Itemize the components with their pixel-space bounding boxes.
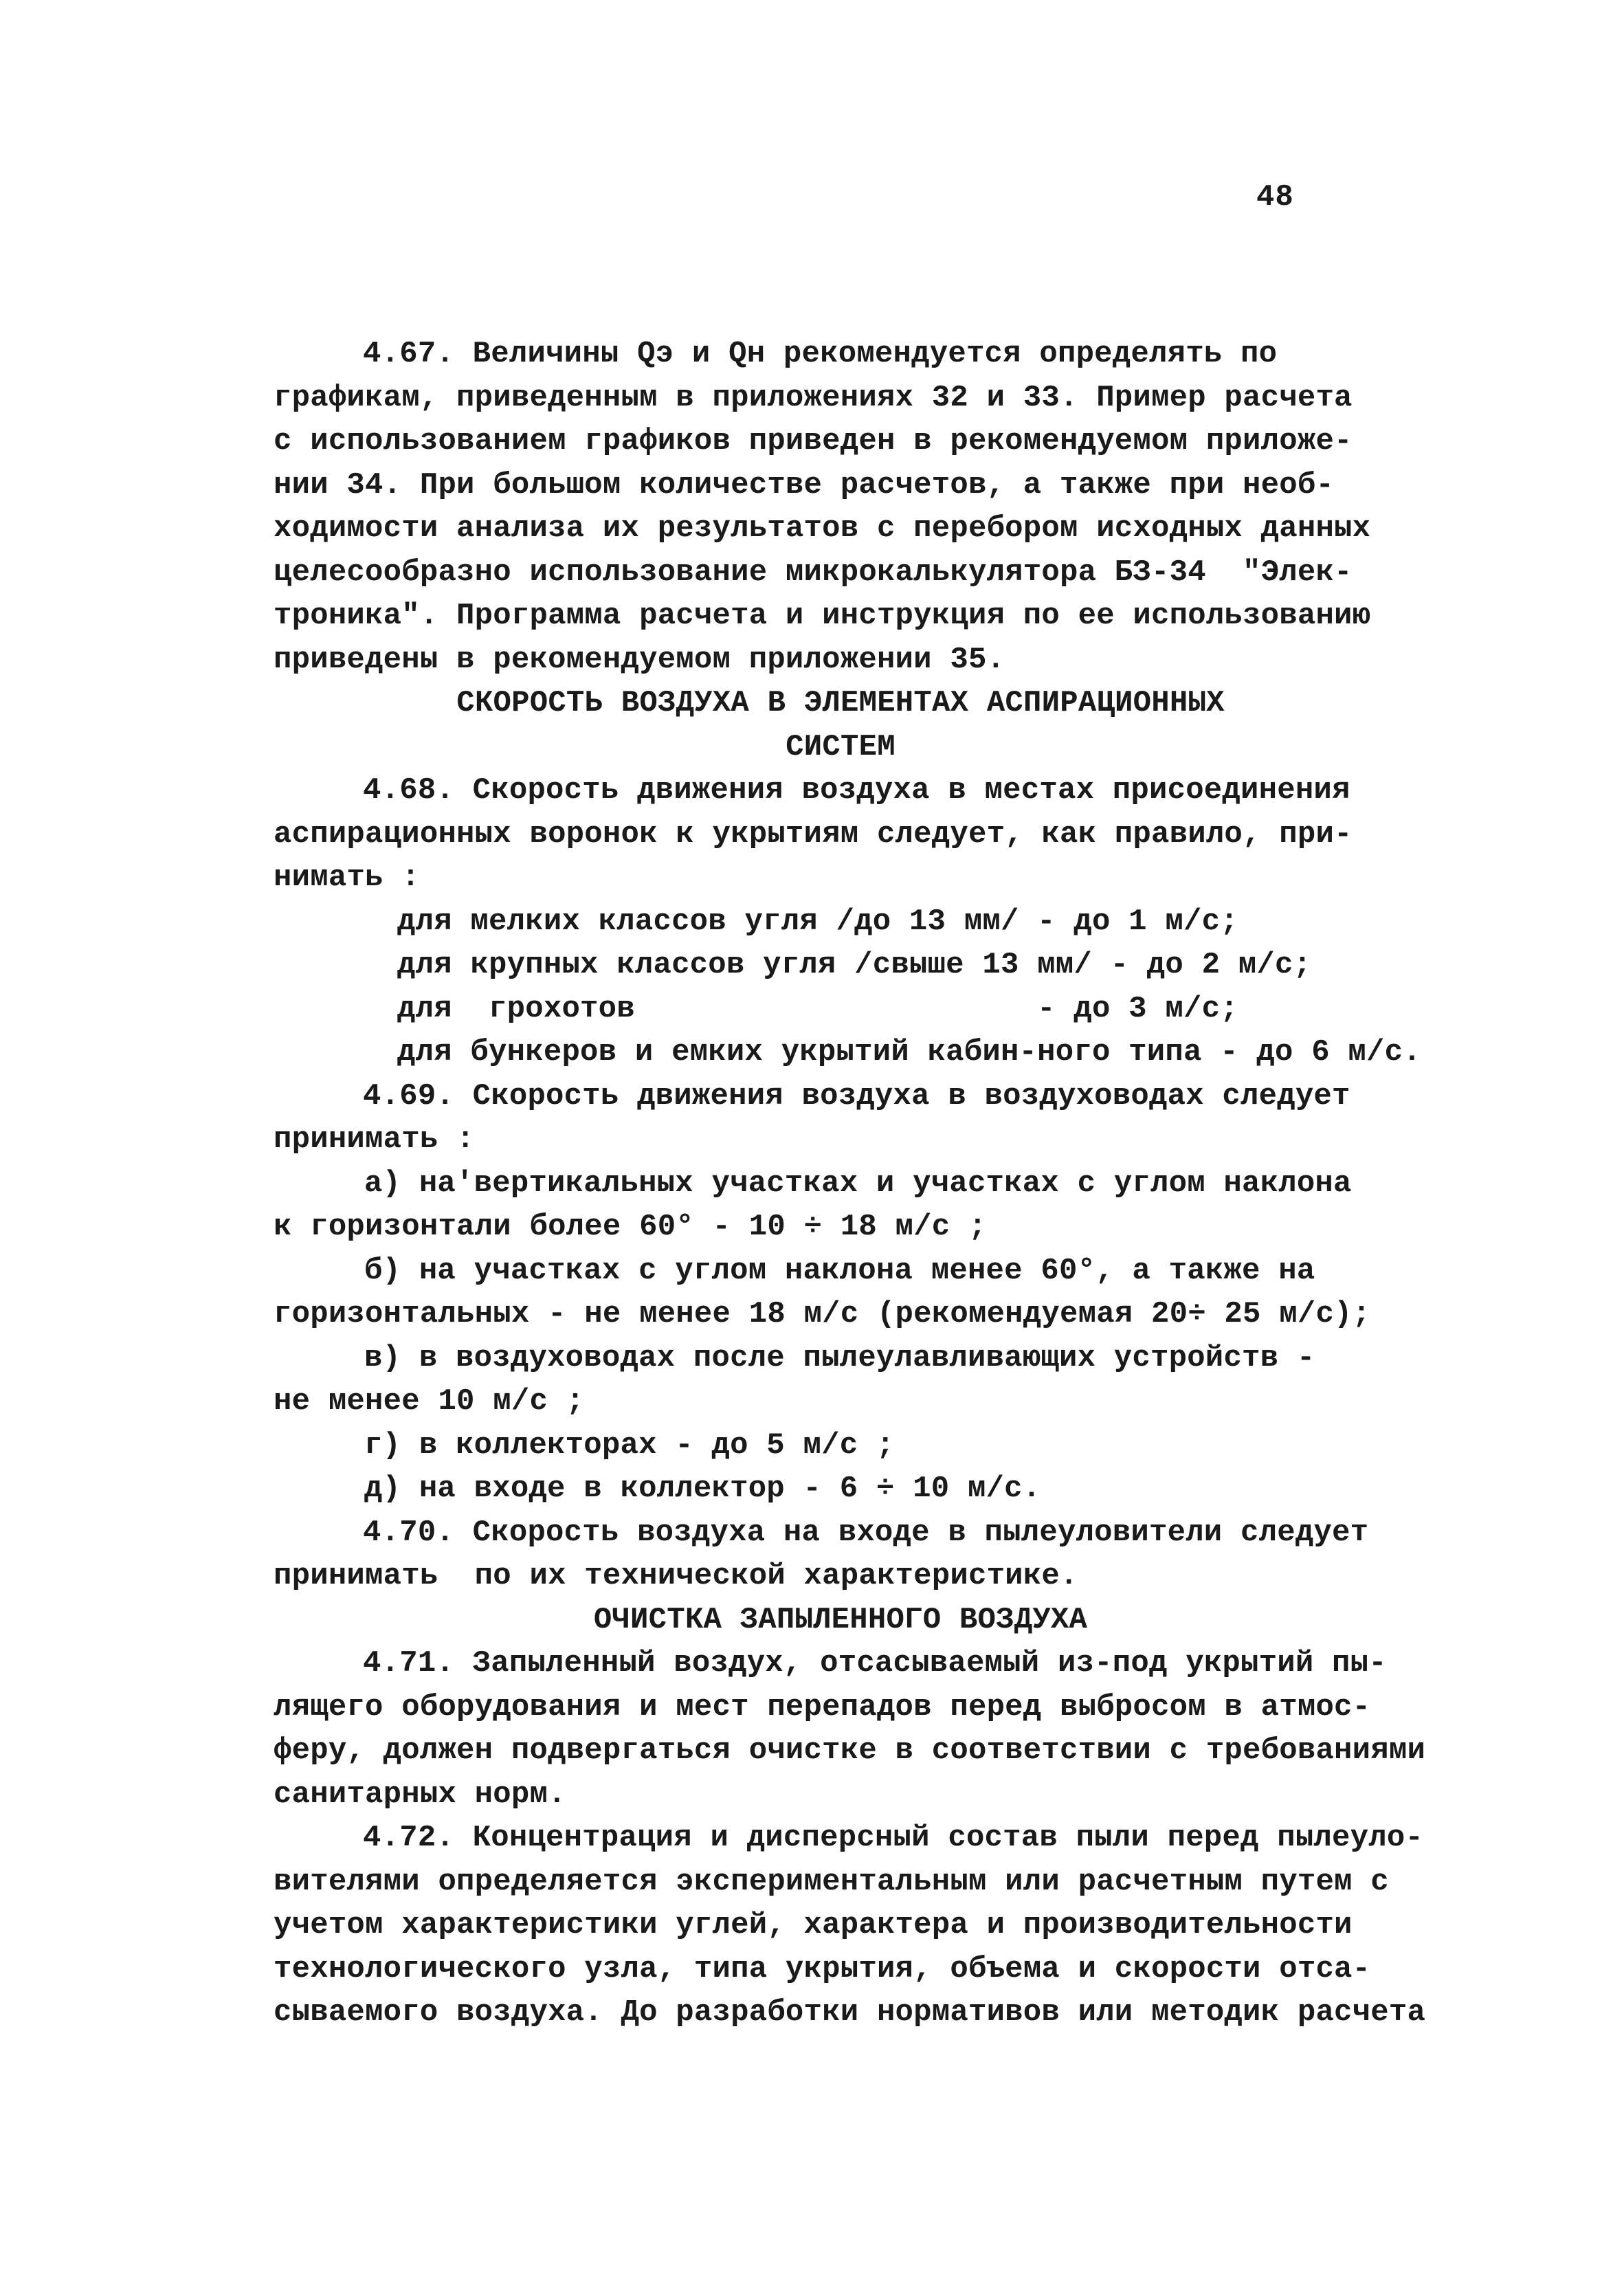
text-line: д) на входе в коллектор - 6 ÷ 10 м/с.: [364, 1472, 1041, 1506]
text-line: технологического узла, типа укрытия, объема и скорости отса-: [274, 1951, 1371, 1986]
text-line: ходимости анализа их результатов с перебором исходных данных: [274, 511, 1371, 546]
text-line: горизонтальных - не менее 18 м/с (рекомендуемая 20÷ 25 м/с);: [274, 1297, 1371, 1331]
text-line: 4.69. Скорость движения воздуха в воздуховодах следует: [363, 1078, 1350, 1113]
text-line: вителями определяется экспериментальным или расчетным путем с: [274, 1864, 1389, 1899]
text-line: феру, должен подвергаться очистке в соответствии с требованиями: [274, 1733, 1426, 1768]
text-line: аспирационных воронок к укрытиям следует, как правило, при-: [274, 817, 1353, 852]
text-line: целесообразно использование микрокалькулятора БЗ-34 "Элек-: [274, 555, 1353, 590]
section-heading-line: СИСТЕМ: [786, 729, 896, 764]
text-line: для крупных классов угля /свыше 13 мм/ - до 2 м/с;: [397, 948, 1312, 982]
text-line: лящего оборудования и мест перепадов перед выбросом в атмос-: [274, 1689, 1371, 1725]
section-heading-line: ОЧИСТКА ЗАПЫЛЕННОГО ВОЗДУХА: [593, 1602, 1088, 1637]
text-line: к горизонтали более 60° - 10 ÷ 18 м/с ;: [274, 1210, 987, 1244]
text-line: а) на'вертикальных участках и участках с углом наклона: [364, 1166, 1352, 1201]
text-line: приведены в рекомендуемом приложении 35.: [274, 642, 1005, 677]
text-line: в) в воздуховодах после пылеулавливающих устройств -: [364, 1340, 1315, 1375]
text-line: для мелких классов угля /до 13 мм/ - до 1 м/с;: [397, 904, 1238, 939]
text-line: 4.68. Скорость движения воздуха в местах присоединения: [363, 773, 1350, 808]
text-line: г) в коллекторах - до 5 м/с ;: [364, 1428, 895, 1463]
text-line: для грохотов - до 3 м/с;: [397, 991, 1238, 1026]
text-line: троника". Программа расчета и инструкция по ее использованию: [274, 599, 1371, 633]
text-line: 4.71. Запыленный воздух, отсасываемый из-под укрытий пы-: [363, 1646, 1387, 1681]
text-line: принимать по их технической характеристике.: [274, 1559, 1078, 1593]
text-line: санитарных норм.: [274, 1777, 566, 1812]
page-number: 48: [1256, 180, 1294, 214]
text-line: 4.70. Скорость воздуха на входе в пылеуловители следует: [363, 1515, 1369, 1550]
text-line: графикам, приведенным в приложениях 32 и 33. Пример расчета: [274, 380, 1353, 415]
section-heading-line: СКОРОСТЬ ВОЗДУХА В ЭЛЕМЕНТАХ АСПИРАЦИОННЫХ: [456, 686, 1225, 720]
document-body: [274, 333, 1426, 2035]
text-line: не менее 10 м/с ;: [274, 1384, 585, 1419]
text-line: принимать :: [274, 1122, 475, 1157]
text-line: для бункеров и емких укрытий кабин-ного типа - до 6 м/с.: [397, 1035, 1421, 1069]
text-line: 4.67. Величины Qэ и Qн рекомендуется определять по: [363, 337, 1278, 371]
text-line: учетом характеристики углей, характера и производительности: [274, 1908, 1353, 1942]
text-line: б) на участках с углом наклона менее 60°, а также на: [364, 1253, 1315, 1288]
text-line: с использованием графиков приведен в рекомендуемом приложе-: [274, 424, 1353, 458]
text-line: нии 34. При большом количестве расчетов, а также при необ-: [274, 467, 1335, 502]
text-line: сываемого воздуха. До разработки нормативов или методик расчета: [274, 1995, 1426, 2030]
text-line: нимать :: [274, 861, 420, 895]
text-line: 4.72. Концентрация и дисперсный состав пыли перед пылеуло-: [363, 1821, 1424, 1855]
